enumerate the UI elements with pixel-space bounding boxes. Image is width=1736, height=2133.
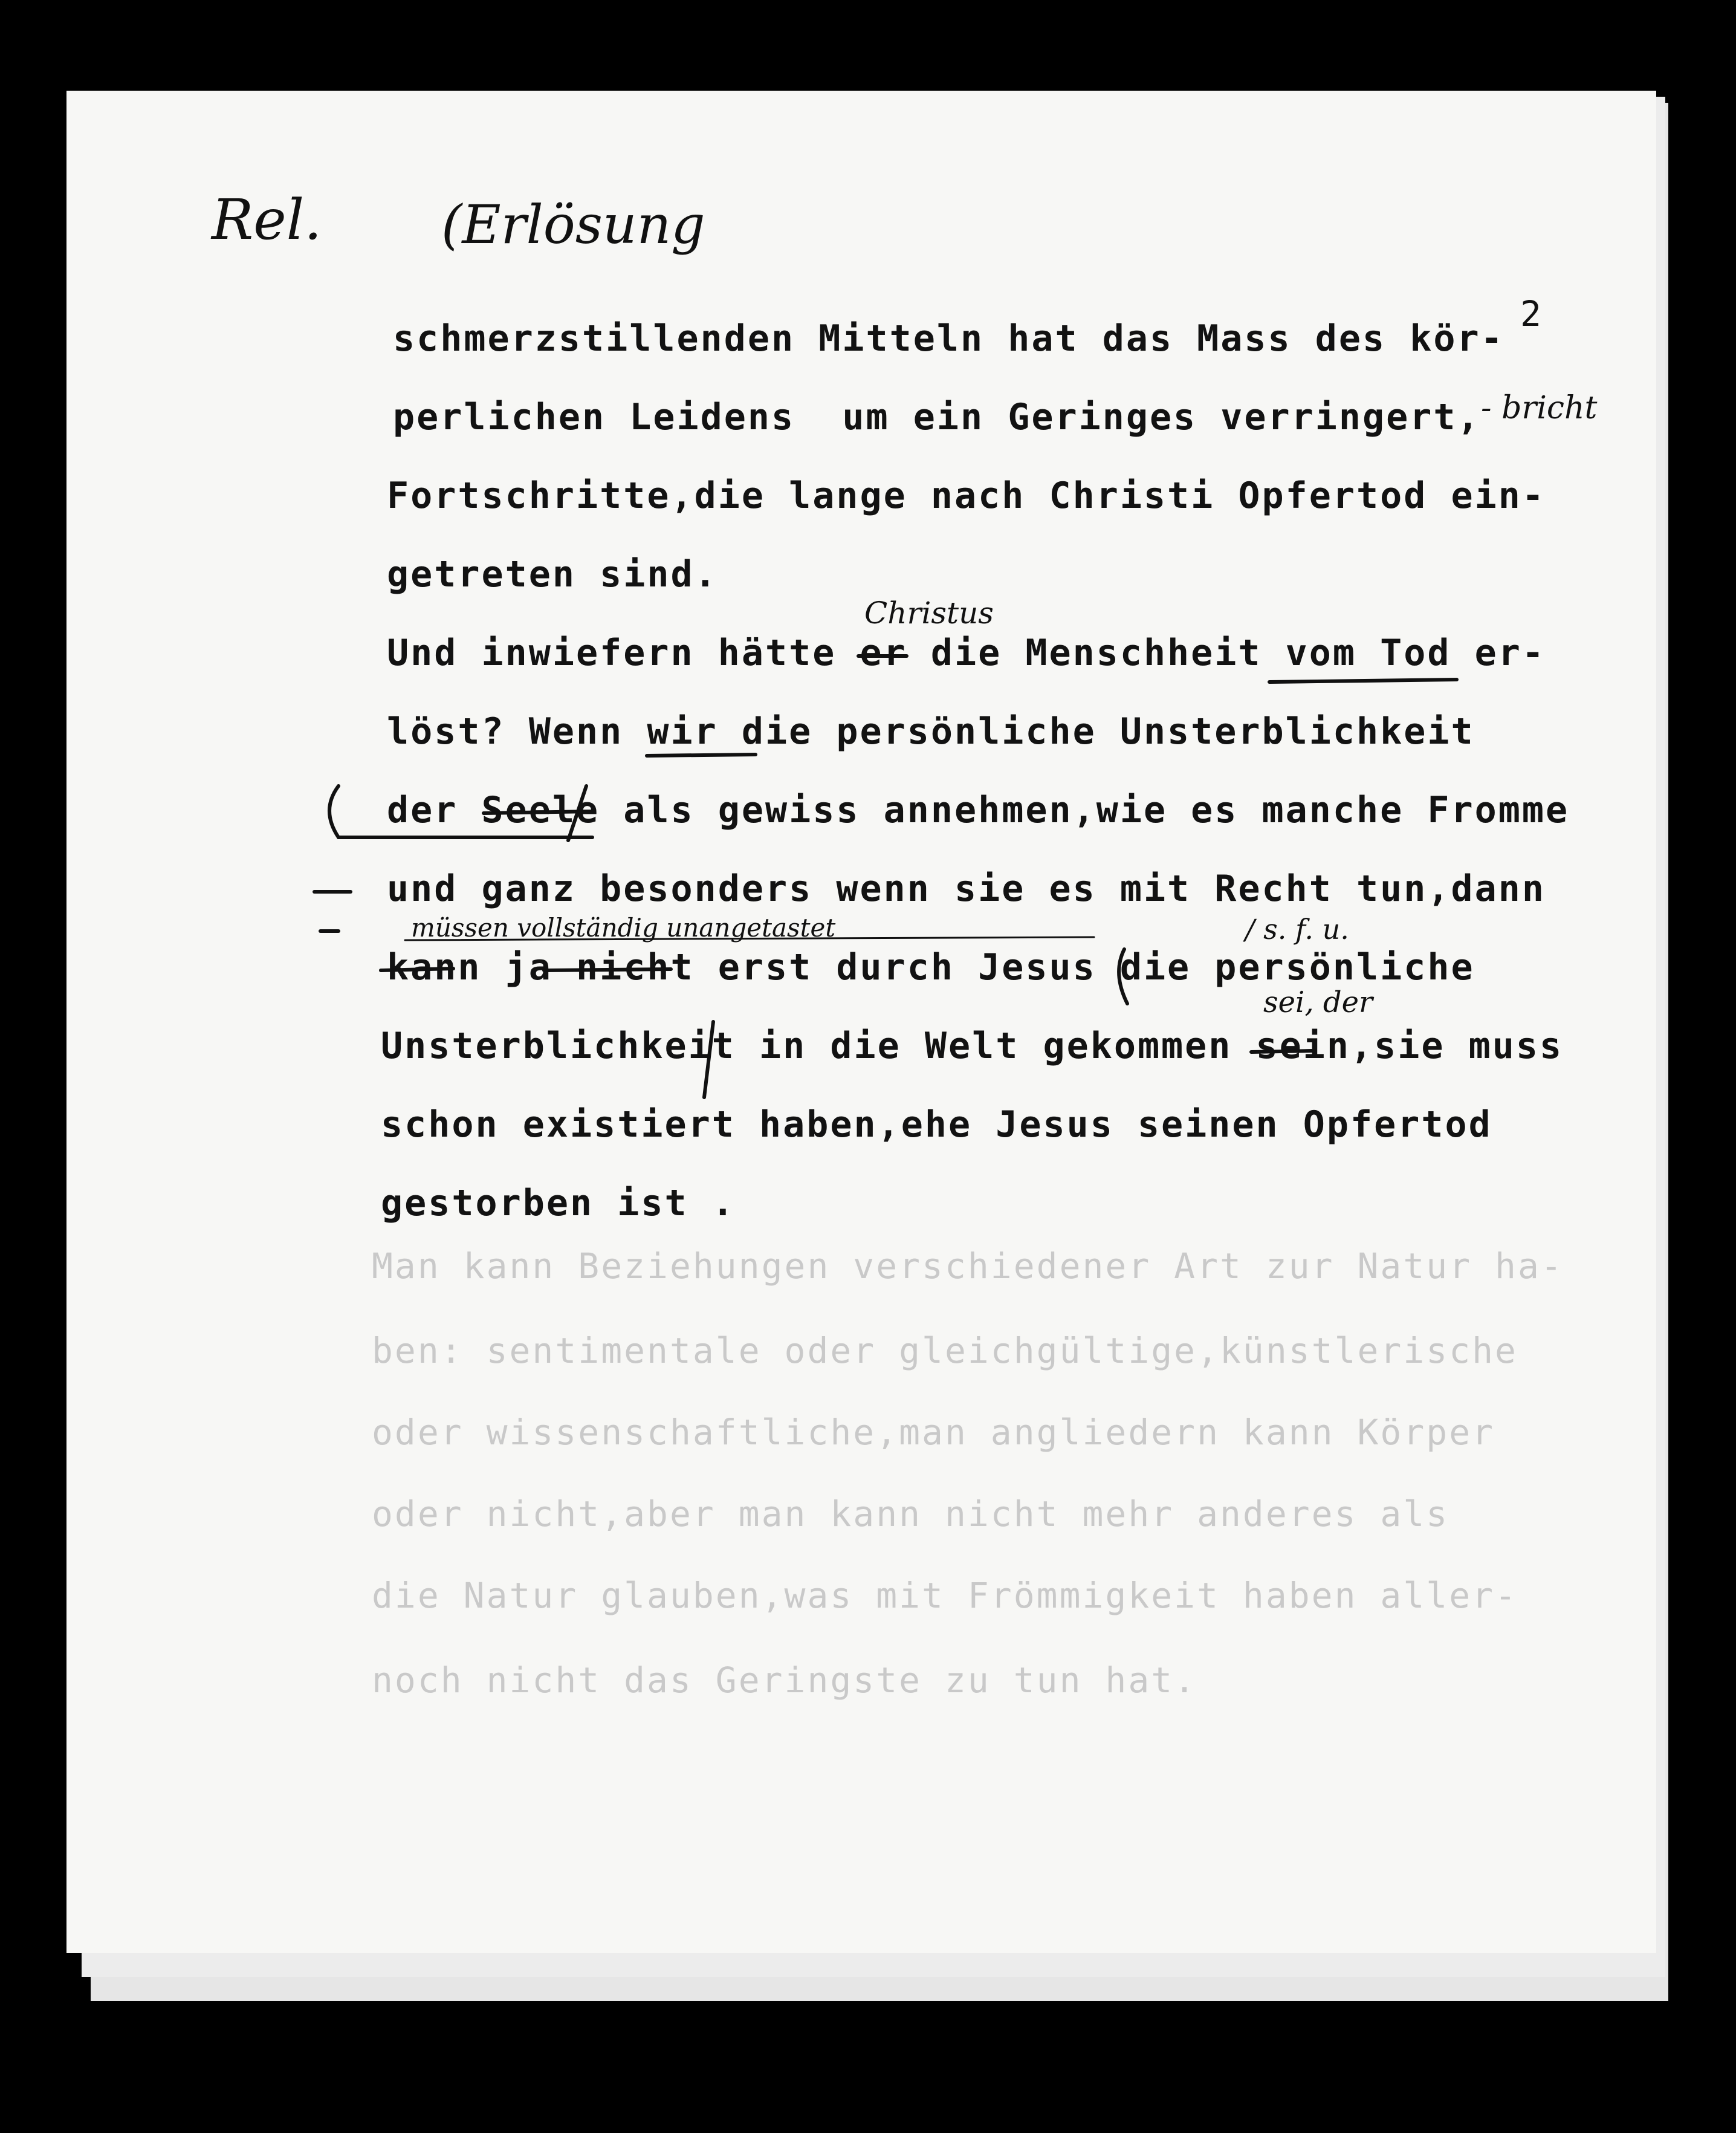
bracket-die <box>1119 949 1127 1004</box>
strike-seele <box>484 811 592 813</box>
show-through-line: noch nicht das Geringste zu tun hat. <box>372 1660 1197 1701</box>
text-line-11: schon existiert haben,ehe Jesus seinen Opfertod <box>381 1103 1492 1146</box>
header-annotation-left: Rel. <box>212 187 322 252</box>
strike-nicht <box>544 969 671 970</box>
show-through-line: oder wissenschaftliche,man angliedern kann Körper <box>372 1412 1495 1453</box>
text-line-9: kann ja nicht erst durch Jesus die persönliche <box>387 946 1475 989</box>
text-line-12: gestorben ist . <box>381 1182 736 1224</box>
text-line-8: und ganz besonders wenn sie es mit Recht tun,dann <box>387 868 1546 910</box>
text-line-1: schmerzstillenden Mitteln hat das Mass des kör- <box>393 317 1504 360</box>
show-through-line: die Natur glauben,was mit Frömmigkeit haben aller- <box>372 1575 1518 1616</box>
insertion-mark <box>704 1022 713 1097</box>
strike-kann <box>381 969 453 970</box>
annotation-between-lines: müssen vollständig unangetastet <box>411 913 836 943</box>
annotation-underline <box>405 937 1094 940</box>
text-line-6: löst? Wenn wir die persönliche Unsterblichkeit <box>387 710 1475 753</box>
pen-marks <box>66 91 1656 1953</box>
underline-wir <box>647 755 756 756</box>
show-through-line: ben: sentimentale oder gleichgültige,künstlerische <box>372 1330 1518 1371</box>
strike-sein <box>1251 1051 1312 1052</box>
text-line-5: Und inwiefern hätte er die Menschheit vom Tod er- <box>387 632 1546 674</box>
page-number: 2 <box>1520 293 1541 334</box>
annotation-after-verringert: - bricht <box>1481 390 1598 426</box>
text-line-7: der Seele als gewiss annehmen,wie es manche Fromme <box>387 789 1570 831</box>
text-line-2: perlichen Leidens um ein Geringes verringert, <box>393 396 1481 438</box>
header-annotation-right: (Erlösung <box>441 193 705 256</box>
annotation-above-sein: sei, der <box>1263 985 1373 1019</box>
document-page <box>66 91 1656 1953</box>
annotation-above-er: Christus <box>864 596 994 631</box>
annotation-right-of-line: / s. f. u. <box>1245 913 1349 946</box>
show-through-line: Man kann Beziehungen verschiedener Art zur Natur ha- <box>372 1245 1564 1287</box>
show-through-line: oder nicht,aber man kann nicht mehr anderes als <box>372 1493 1449 1534</box>
text-line-3: Fortschritte,die lange nach Christi Opfertod ein- <box>387 475 1546 517</box>
text-line-10: Unsterblichkeit in die Welt gekommen sein,sie muss <box>381 1025 1564 1067</box>
text-line-4: getreten sind. <box>387 553 718 596</box>
underline-vom-tod <box>1269 680 1457 682</box>
